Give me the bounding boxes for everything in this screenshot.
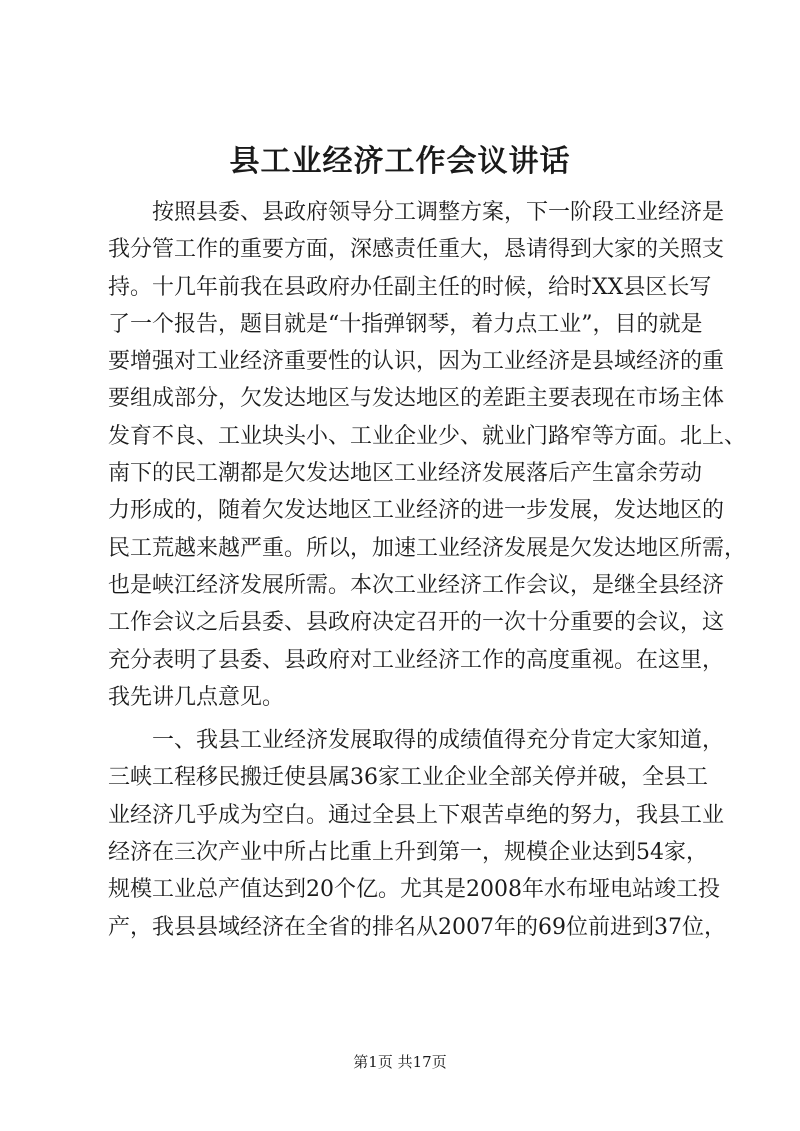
paragraph [108,722,726,946]
paragraph-line: 要增强对工业经济重要性的认识，因为工业经济是县域经济的重 [108,349,725,375]
paragraph-line: 力形成的，随着欠发达地区工业经济的进一步发展，发达地区的 [108,498,725,524]
paragraph-line: 也是峡江经济发展所需。本次工业经济工作会议，是继全县经济 [108,572,725,598]
paragraph-line: 产，我县县域经济在全省的排名从2007年的69位前进到37位， [108,914,726,940]
paragraph-line: 规模工业总产值达到20个亿。尤其是2008年水布垭电站竣工投 [108,877,720,903]
paragraph-line: 经济在三次产业中所占比重上升到第一，规模企业达到54家， [108,840,708,866]
paragraph-line: 按照县委、县政府领导分工调整方案，下一阶段工业经济是 [152,200,725,225]
paragraph-line: 三峡工程移民搬迁使县属36家工业企业全部关停并破，全县工 [108,765,708,791]
paragraph [108,194,747,716]
paragraph-line: 南下的民工潮都是欠发达地区工业经济发展落后产生富余劳动 [108,461,703,487]
paragraph-line: 一、我县工业经济发展取得的成绩值得充分肯定大家知道， [152,728,725,754]
paragraph-line: 要组成部分，欠发达地区与发达地区的差距主要表现在市场主体 [108,386,725,412]
document-title: 县工业经济工作会议讲话 [229,144,571,179]
paragraph-line: 我分管工作的重要方面，深感责任重大，恳请得到大家的关照支 [108,237,725,263]
paragraph-line: 我先讲几点意见。 [108,684,285,710]
page-footer: 第1页 共17页 [353,1053,447,1071]
paragraph-line: 了一个报告，题目就是“十指弹钢琴，着力点工业”，目的就是 [108,311,703,337]
paragraph-line: 持。十几年前我在县政府办任副主任的时候，给时XX县区长写 [108,274,712,300]
paragraph-line: 工作会议之后县委、县政府决定召开的一次十分重要的会议，这 [108,610,725,636]
paragraph-line: 充分表明了县委、县政府对工业经济工作的高度重视。在这里， [108,647,725,673]
paragraph-line: 业经济几乎成为空白。通过全县上下艰苦卓绝的努力，我县工业 [108,802,725,828]
paragraph-line: 发育不良、工业块头小、工业企业少、就业门路窄等方面。北上、 [108,423,747,449]
document-body [108,194,747,946]
paragraph-line: 民工荒越来越严重。所以，加速工业经济发展是欠发达地区所需， [108,535,747,561]
